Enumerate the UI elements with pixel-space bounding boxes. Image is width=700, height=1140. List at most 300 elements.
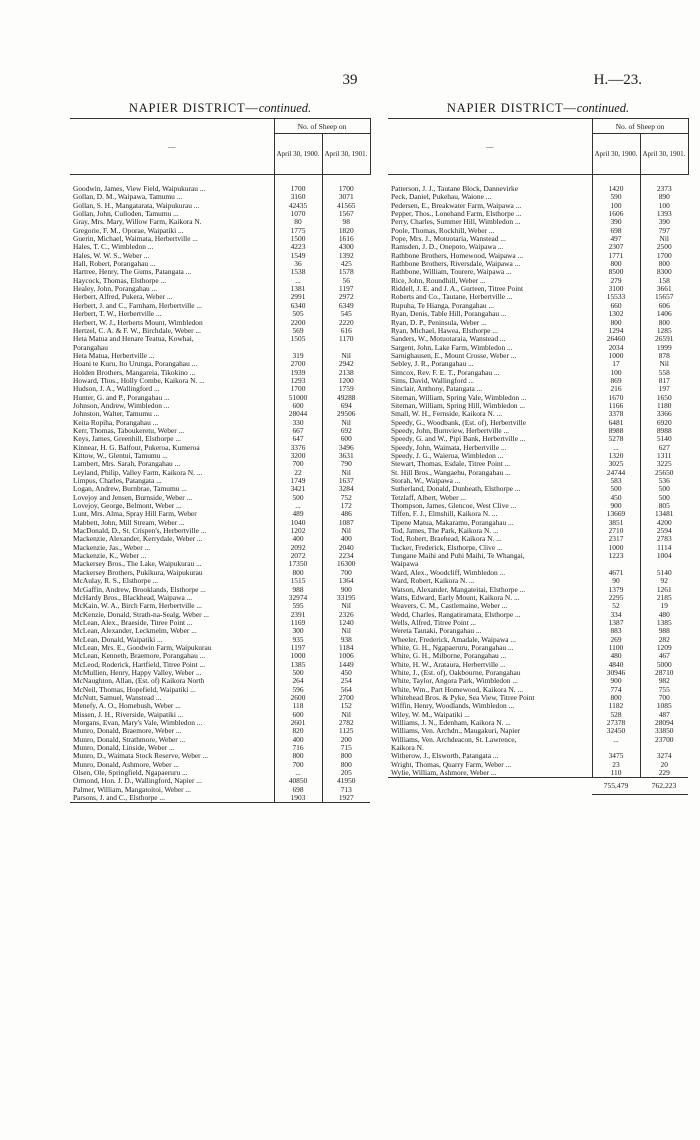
owner-cell: Tod, Robert, Braehead, Kaikora N. ... (391, 535, 502, 544)
owner-cell: Speedy, J. G., Waierua, Wimbledon ... (391, 452, 504, 460)
table-row (70, 285, 370, 293)
sheep-1901-cell: 5000 (640, 661, 688, 669)
table-row (388, 736, 688, 744)
left-title-main: NAPIER DISTRICT— (128, 101, 259, 115)
table-row (70, 661, 370, 669)
sheep-1901-cell: 1637 (322, 477, 370, 485)
owner-cell: Mackersey Brothers, Pukikura, Waipukurau (73, 568, 203, 577)
sheep-1901-cell: Nil (322, 352, 370, 360)
owner-cell: Munro, Donald, Strathmore, Weber ... (73, 735, 186, 744)
owner-cell: Stewart, Thomas, Esdale, Titree Point ... (391, 460, 511, 469)
owner-cell: White, G. H., Milborne, Porangahau ... (391, 652, 507, 661)
table-row (388, 293, 688, 301)
owner-cell: Hertzel, C. A. & F. W., Birchdale, Weber ... (73, 326, 201, 335)
owner-cell: Wedd, Charles, Rangatiramata, Elsthorpe ... (391, 610, 521, 619)
sheep-1901-cell: 1209 (640, 644, 688, 652)
table-row (70, 243, 370, 251)
right-sheep-table (388, 118, 689, 795)
table-row (388, 210, 688, 218)
owner-cell: Watson, Alexander, Mangateitai, Elsthorpe ... (391, 585, 526, 594)
sheep-1900-cell: 1293 (274, 377, 322, 385)
sheep-1900-cell: 820 (274, 727, 322, 735)
owner-cell: Sutherland, Donald, Dunbeath, Elsthorpe ... (391, 485, 521, 494)
owner-cell: Lunt, Mrs. Alma, Spray Hill Farm, Weber (73, 510, 197, 519)
table-row (388, 611, 688, 619)
owner-cell: McLean, Kenneth, Braemore, Porangahau ... (73, 652, 206, 661)
table-row (70, 719, 370, 727)
sheep-1900-cell: 3025 (592, 460, 640, 468)
owner-cell: Porangahau (73, 343, 108, 352)
table-row (388, 602, 688, 610)
table-row (70, 777, 370, 785)
sheep-1900-cell: 698 (592, 227, 640, 235)
table-row (388, 344, 688, 352)
sheep-1900-cell: 90 (592, 577, 640, 585)
sheep-1900-cell: 3475 (592, 752, 640, 760)
sheep-1901-cell: 2326 (322, 611, 370, 619)
sheep-1901-cell: 400 (322, 535, 370, 543)
table-row (70, 369, 370, 377)
table-row (388, 277, 688, 285)
sheep-1901-cell: 13481 (640, 510, 688, 518)
sheep-1901-cell: 1700 (322, 185, 370, 193)
owner-cell: Tetzlaff, Albert, Weber ... (391, 493, 466, 502)
table-row (70, 711, 370, 719)
table-row (70, 761, 370, 769)
owner-cell: McAulay, R. S., Elsthorpe ... (73, 577, 159, 586)
table-row (388, 761, 688, 769)
sheep-1901-cell: 2138 (322, 369, 370, 377)
sheep-1901-cell: 800 (640, 319, 688, 327)
owner-cell: Kaikora N. (391, 744, 424, 753)
spacer-row (70, 175, 370, 186)
sheep-1901-cell: 2942 (322, 360, 370, 368)
owner-cell: Sanders, W., Motuotaraia, Wanstead ... (391, 335, 506, 344)
owner-cell: Siteman, William, Spring Vale, Wimbledon ... (391, 393, 527, 402)
table-row (388, 727, 688, 735)
sheep-1900-cell: 279 (592, 277, 640, 285)
total-1900: 755,479 (592, 778, 640, 795)
table-row (388, 769, 688, 778)
owner-cell: Riddell, J. E. and J. A., Gurteen, Titree Point (391, 285, 524, 294)
sheep-1901-cell: 600 (322, 435, 370, 443)
table-row (70, 185, 370, 193)
sheep-1901-cell: 1392 (322, 252, 370, 260)
sheep-1900-cell: 883 (592, 627, 640, 635)
sheep-1900-cell: 1749 (274, 477, 322, 485)
table-row (388, 669, 688, 677)
sheep-1901-cell: 3284 (322, 485, 370, 493)
sheep-1900-cell: 1197 (274, 644, 322, 652)
table-row (388, 636, 688, 644)
table-row (70, 210, 370, 218)
right-col-1900-header: April 30, 1900. (592, 134, 640, 175)
sheep-1900-cell: 800 (592, 260, 640, 268)
sheep-1901-cell: 1085 (640, 702, 688, 710)
owner-cell: Munro, Donald, Braemore, Weber ... (73, 727, 182, 736)
table-row (388, 385, 688, 393)
owner-cell: St. Hill Bros., Wangaehu, Porangahau ... (391, 468, 511, 477)
owner-cell: White, G. H., Ngapaeruru, Porangahau ... (391, 643, 514, 652)
owner-cell: Weavers, C. M., Castlemaine, Weber ... (391, 602, 508, 611)
owner-cell: Small, W. H., Fernside, Kaikora N. ... (391, 410, 503, 419)
sheep-1901-cell: 1285 (640, 327, 688, 335)
sheep-1901-cell: 28094 (640, 719, 688, 727)
table-row (388, 744, 688, 752)
sheep-1900-cell: 800 (274, 569, 322, 577)
owner-cell: Williams, J. N., Edenham, Kaikora N. ... (391, 719, 511, 727)
table-row (70, 535, 370, 543)
owner-cell: Herbert, Alfred, Pukera, Weber ... (73, 293, 173, 302)
owner-cell: Tucker, Frederick, Elsthorpe, Clive ... (391, 543, 503, 552)
table-row (70, 444, 370, 452)
table-row (70, 377, 370, 385)
table-row (388, 477, 688, 485)
sheep-1901-cell: 2783 (640, 535, 688, 543)
sheep-1900-cell: 26460 (592, 335, 640, 343)
owner-cell: Keita Ropiha, Porangahau ... (73, 418, 159, 427)
table-row (70, 227, 370, 235)
table-row (388, 652, 688, 660)
left-title-suffix: continued. (258, 101, 312, 115)
sheep-1900-cell: 3160 (274, 193, 322, 201)
table-row (388, 452, 688, 460)
owner-cell: Speedy, G. and W., Pipi Bank, Herbertville ... (391, 435, 526, 444)
owner-cell: Watts, Edward, Early Mount, Kaikora N. ... (391, 593, 520, 602)
table-row (70, 652, 370, 660)
owner-cell: Thompson, James, Glencoe, West Clive ... (391, 502, 517, 511)
table-row (70, 402, 370, 410)
sheep-1901-cell: 3071 (322, 193, 370, 201)
sheep-1900-cell: 400 (274, 535, 322, 543)
owner-cell: Herbert, W. J., Herberts Mount, Wimbledon (73, 318, 203, 327)
owner-cell: Kinnear, H. G. Balfour, Pukeroa, Kumeroa (73, 443, 200, 452)
owner-cell: Hartree, Henry, The Gums, Patangata ... (73, 268, 192, 277)
table-row (70, 310, 370, 318)
sheep-1901-cell: 92 (640, 577, 688, 585)
sheep-1901-cell: 1184 (322, 644, 370, 652)
sheep-1900-cell: 1000 (274, 652, 322, 660)
table-row (70, 477, 370, 485)
table-row (388, 752, 688, 760)
sheep-1901-cell: 800 (640, 260, 688, 268)
owner-cell: Peck, Daniel, Pukehau, Waione ... (391, 193, 492, 202)
sheep-1900-cell: 23 (592, 761, 640, 769)
table-row (70, 577, 370, 585)
sheep-1901-cell: 558 (640, 369, 688, 377)
owner-cell: Storah, W., Waipawa ... (391, 477, 461, 486)
table-row (70, 644, 370, 652)
sheep-1900-cell: 700 (274, 761, 322, 769)
sheep-1901-cell: 1170 (322, 335, 370, 343)
owner-cell: White, Wm., Part Homewood, Kaikora N. ... (391, 685, 524, 694)
owner-cell: McNeil, Thomas, Hopefield, Waipatiki ... (73, 685, 196, 694)
sheep-1900-cell: 988 (274, 586, 322, 594)
table-row (70, 702, 370, 710)
sheep-1900-cell: 2710 (592, 527, 640, 535)
sheep-1900-cell: 2200 (274, 319, 322, 327)
sheep-1900-cell: 1070 (274, 210, 322, 218)
owner-cell: Rathbone Brothers, Riversdale, Waipawa ... (391, 260, 521, 269)
sheep-1900-cell: 28044 (274, 410, 322, 418)
sheep-1900-cell: 6340 (274, 302, 322, 310)
table-row (70, 752, 370, 760)
owner-cell: Olsen, Ole, Springfield, Ngapaeruru ... (73, 769, 188, 778)
sheep-1900-cell (274, 344, 322, 352)
owner-cell: Herbert, J. and C., Farnham, Herbertville ... (73, 301, 202, 310)
sheep-1900-cell: 32974 (274, 594, 322, 602)
sheep-1900-cell: 1903 (274, 794, 322, 803)
sheep-1900-cell: 590 (592, 193, 640, 201)
sheep-1900-cell: 27378 (592, 719, 640, 727)
sheep-1901-cell: 6349 (322, 302, 370, 310)
sheep-1901-cell: 545 (322, 310, 370, 318)
sheep-1900-cell: 13669 (592, 510, 640, 518)
sheep-1900-cell: ... (274, 502, 322, 510)
total-row (388, 778, 688, 795)
sheep-1900-cell: 1000 (592, 352, 640, 360)
table-row (70, 494, 370, 502)
sheep-1900-cell: 1381 (274, 285, 322, 293)
sheep-1901-cell: 3661 (640, 285, 688, 293)
sheep-1901-cell: 536 (640, 477, 688, 485)
sheep-1901-cell: Nil (322, 711, 370, 719)
left-owner-header: — (70, 119, 274, 175)
owner-cell: Munro, Donald, Linside, Weber ... (73, 744, 175, 753)
sheep-1901-cell: 694 (322, 402, 370, 410)
owner-cell: McLean, Donald, Waipatiki ... (73, 635, 163, 644)
sheep-1901-cell: 23700 (640, 736, 688, 744)
sheep-1900-cell: 24744 (592, 469, 640, 477)
sheep-1900-cell: 2601 (274, 719, 322, 727)
sheep-1900-cell: 1387 (592, 619, 640, 627)
owner-cell: Hales, W. W. S., Weber ... (73, 251, 150, 260)
table-row (70, 769, 370, 777)
owner-cell: Tungane Maihi and Puhi Maihi, Te Whangai, (391, 552, 525, 561)
owner-cell: Speedy, John, Waimata, Herbertville ... (391, 443, 507, 452)
sheep-1900-cell: 2092 (274, 544, 322, 552)
owner-cell: Munro, D., Waimata Stock Reserve, Weber ... (73, 752, 209, 761)
sheep-1900-cell: 595 (274, 602, 322, 610)
owner-cell: Rupuha, Te Hianga, Porangahau ... (391, 301, 494, 310)
table-row (388, 285, 688, 293)
owner-cell: Palmer, William, Mangatoitoi, Weber ... (73, 785, 191, 794)
owner-cell: Menefy, A. O., Homebush, Weber ... (73, 702, 181, 711)
owner-cell: Hunter, G. and P., Porangahau ... (73, 393, 170, 402)
owner-cell: Rathbone Brothers, Homewood, Waipawa ... (391, 251, 524, 260)
sheep-1900-cell: 22 (274, 469, 322, 477)
owner-cell: Pepper, Thos., Lonehand Farm, Elsthorpe ... (391, 210, 522, 219)
sheep-1900-cell: 3100 (592, 285, 640, 293)
sheep-1900-cell: 3851 (592, 519, 640, 527)
sheep-1901-cell: 8988 (640, 427, 688, 435)
owner-cell: Wereta Tautaki, Porangahau ... (391, 627, 482, 636)
sheep-1900-cell: 450 (592, 494, 640, 502)
sheep-1901-cell: Nil (322, 627, 370, 635)
table-row (70, 277, 370, 285)
table-row (388, 586, 688, 594)
table-row (70, 502, 370, 510)
owner-cell: McKain, W. A., Birch Farm, Herbertville ... (73, 602, 202, 611)
sheep-1900-cell: 698 (274, 786, 322, 794)
table-row (70, 260, 370, 268)
sheep-1901-cell: 450 (322, 669, 370, 677)
owner-cell: Simcox, Rev. F. E. T., Porangahau ... (391, 368, 500, 377)
table-row (70, 686, 370, 694)
sheep-1900-cell: 1379 (592, 586, 640, 594)
spacer-row (388, 175, 688, 186)
table-row (388, 552, 688, 560)
table-row (70, 694, 370, 702)
sheep-1900-cell (592, 744, 640, 752)
sheep-1900-cell: 600 (274, 711, 322, 719)
sheep-1900-cell: 334 (592, 611, 640, 619)
owner-cell: Limpus, Charles, Patangata ... (73, 477, 162, 486)
sheep-1901-cell: Nil (640, 235, 688, 243)
sheep-1901-cell: 1650 (640, 394, 688, 402)
sheep-1901-cell: 2373 (640, 185, 688, 193)
sheep-1901-cell: 616 (322, 327, 370, 335)
owner-cell: Logan, Andrew, Burnbrae, Tamumu ... (73, 485, 187, 494)
table-row (70, 335, 370, 343)
sheep-1901-cell: 1759 (322, 385, 370, 393)
sheep-1901-cell: 15657 (640, 293, 688, 301)
table-row (70, 794, 370, 803)
owner-cell: Siteman, William, Spring Hill, Wimbledon ... (391, 401, 526, 410)
owner-cell: Hudson, J. A., Wallingford ... (73, 385, 160, 394)
sheep-1900-cell: 1202 (274, 527, 322, 535)
sheep-1900-cell: 8500 (592, 268, 640, 276)
sheep-1900-cell: 17350 (274, 560, 322, 568)
sheep-1900-cell: 600 (274, 402, 322, 410)
sheep-1901-cell: Nil (322, 602, 370, 610)
owner-cell: Wright, Thomas, Quarry Farm, Weber ... (391, 760, 512, 769)
sheep-1900-cell: 2034 (592, 344, 640, 352)
right-column-title (388, 98, 688, 118)
left-column-title (70, 98, 370, 118)
owner-cell: Ormond, Hon. J. D., Wallingford, Napier ... (73, 777, 202, 786)
sheep-1901-cell: 1311 (640, 452, 688, 460)
owner-cell: Holden Brothers, Mangareia, Tikokino ... (73, 368, 196, 377)
owner-cell: Haycock, Thomas, Elsthorpe ... (73, 276, 167, 285)
table-row (388, 460, 688, 468)
owner-cell: Rice, John, Roundhill, Weber ... (391, 276, 486, 285)
sheep-1900-cell: 869 (592, 377, 640, 385)
sheep-1901-cell: 1197 (322, 285, 370, 293)
table-row (388, 319, 688, 327)
sheep-1901-cell: 2782 (322, 719, 370, 727)
table-row (70, 394, 370, 402)
sheep-1900-cell: 1700 (274, 185, 322, 193)
sheep-1901-cell: 3496 (322, 444, 370, 452)
table-row (70, 552, 370, 560)
sheep-1900-cell: 330 (274, 419, 322, 427)
table-row (70, 319, 370, 327)
sheep-1900-cell: 489 (274, 510, 322, 518)
sheep-1901-cell (640, 744, 688, 752)
sheep-1900-cell: 1500 (274, 235, 322, 243)
table-row (70, 452, 370, 460)
table-row (70, 586, 370, 594)
table-row (388, 218, 688, 226)
sheep-1900-cell: 2600 (274, 694, 322, 702)
sheep-1901-cell: 713 (322, 786, 370, 794)
table-row (70, 602, 370, 610)
owner-cell: Ryan, Michael, Hawea, Elsthorpe ... (391, 326, 498, 335)
sheep-1901-cell: 229 (640, 769, 688, 778)
owner-cell: Wylie, William, Ashmore, Weber ... (388, 769, 592, 778)
owner-cell: Guerin, Michael, Waimata, Herbertville ... (73, 235, 198, 244)
table-row (388, 360, 688, 368)
owner-cell: Mabbett, John, Mill Stream, Weber ... (73, 518, 185, 527)
sheep-1900-cell: 30946 (592, 669, 640, 677)
table-row (70, 202, 370, 210)
sheep-1901-cell: 19 (640, 602, 688, 610)
sheep-1901-cell: 790 (322, 460, 370, 468)
sheep-1901-cell: 1567 (322, 210, 370, 218)
sheep-1901-cell: 1004 (640, 552, 688, 560)
table-row (70, 519, 370, 527)
owner-cell: McLean, Mrs. E., Goodwin Farm, Waipukurau (73, 643, 212, 652)
owner-cell: McNutt, Samuel, Wanstead ... (73, 693, 162, 702)
sheep-1901-cell: Nil (322, 527, 370, 535)
sheep-1901-cell: 878 (640, 352, 688, 360)
sheep-1900-cell: 1505 (274, 335, 322, 343)
owner-cell: Poole, Thomas, Rockhill, Weber ... (391, 226, 495, 235)
total-spacer (388, 778, 592, 795)
right-title-suffix: continued. (576, 101, 630, 115)
sheep-1901-cell: 197 (640, 385, 688, 393)
owner-cell: Lovejoy and Jensen, Burnside, Weber ... (73, 493, 193, 502)
table-row (70, 302, 370, 310)
table-row (388, 527, 688, 535)
sheep-1901-cell: 606 (640, 302, 688, 310)
owner-cell: Gray, Mrs. Mary, Willow Farm, Kaikora N. (73, 218, 202, 227)
owner-cell: McGaffin, Andrew, Brooklands, Elsthorpe ... (73, 585, 206, 594)
owner-cell: Johnston, Walter, Tamumu ... (73, 410, 160, 419)
sheep-1900-cell: 2700 (274, 360, 322, 368)
sheep-1900-cell: 800 (592, 319, 640, 327)
sheep-1901-cell: 627 (640, 444, 688, 452)
owner-cell: McNaughton, Allan, (Est. of) Kaikora North (73, 677, 205, 686)
sheep-1901-cell: 3274 (640, 752, 688, 760)
sheep-1900-cell: ... (274, 277, 322, 285)
table-row (70, 344, 370, 352)
sheep-1900-cell: 6481 (592, 419, 640, 427)
sheep-1901-cell: 5140 (640, 569, 688, 577)
sheep-1901-cell: 20 (640, 761, 688, 769)
table-row (388, 569, 688, 577)
sheep-1900-cell: 700 (274, 460, 322, 468)
table-row (388, 519, 688, 527)
sheep-1901-cell: 1700 (640, 252, 688, 260)
owner-cell: Pope, Mrs. J., Motuotaria, Wanstead ... (391, 235, 506, 244)
sheep-1901-cell: 1125 (322, 727, 370, 735)
table-row (388, 686, 688, 694)
sheep-1900-cell: 42435 (274, 202, 322, 210)
table-row (388, 235, 688, 243)
owner-cell: Hall, Robert, Porangahau ... (73, 260, 156, 269)
table-row (388, 260, 688, 268)
sheep-1901-cell: 487 (640, 711, 688, 719)
table-row (70, 510, 370, 518)
owner-cell: Ward, Alex., Woodcliff, Wimbledon ... (391, 568, 506, 577)
sheep-1901-cell: 2700 (322, 694, 370, 702)
table-row (388, 394, 688, 402)
owner-cell: Heta Matua, Herbertville ... (73, 351, 155, 360)
owner-cell: Speedy, John, Burnview, Herbertville ... (391, 426, 510, 435)
owner-cell: Ramsden, J. D., Onepoto, Waipawa ... (391, 243, 504, 252)
